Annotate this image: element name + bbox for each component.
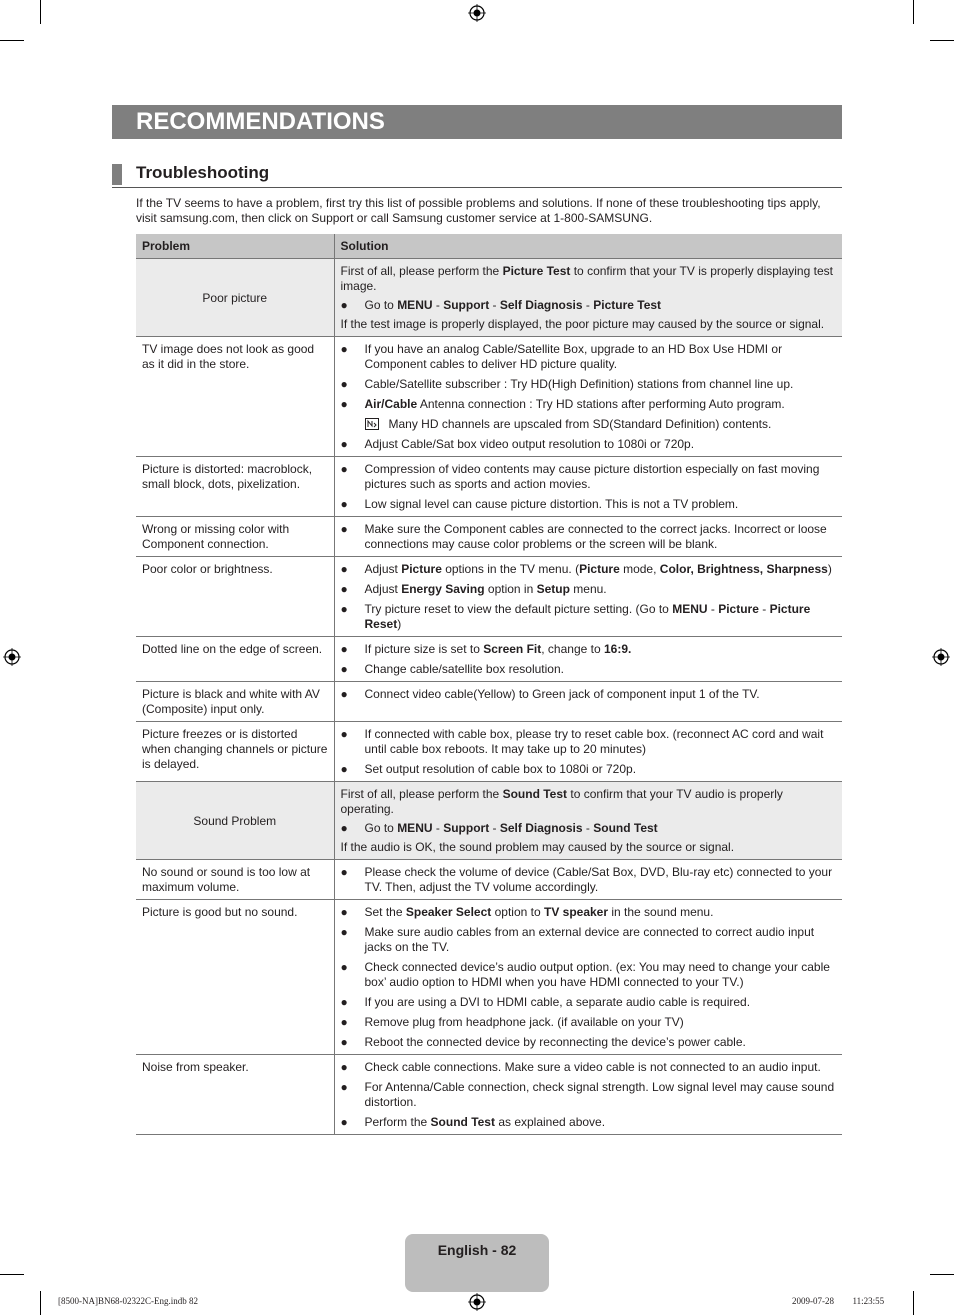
- bold-text: Speaker Select: [405, 905, 492, 919]
- bold-text: Self Diagnosis: [499, 821, 583, 835]
- solution-cell: [334, 722, 842, 782]
- list-item: [341, 821, 837, 836]
- problem-cell: Picture is good but no sound.: [136, 900, 334, 1055]
- text-run: Adjust Cable/Sat box video output resolution to 1080i or 720p.: [364, 437, 695, 451]
- bullet-icon: ●: [340, 562, 348, 576]
- text-run: Go to: [364, 298, 398, 312]
- bullet-icon: ●: [340, 437, 348, 451]
- print-slug-file: [8500-NA]BN68-02322C-Eng.indb 82: [58, 1296, 198, 1306]
- bold-text: Air/Cable: [364, 397, 418, 411]
- list-item: [341, 417, 837, 432]
- bold-text: Energy Saving: [401, 582, 485, 596]
- section-heading: [112, 162, 842, 188]
- list-item: [341, 662, 837, 677]
- text-run: Change cable/satellite box resolution.: [364, 662, 564, 676]
- bullet-icon: ●: [340, 522, 348, 536]
- text-run: in the sound menu.: [608, 905, 714, 919]
- bullet-icon: ●: [340, 925, 348, 939]
- text-run: Perform the: [364, 1115, 431, 1129]
- bold-text: Sound Test: [502, 787, 568, 801]
- bullet-list: [341, 342, 837, 452]
- problem-cell: No sound or sound is too low at maximum volume.: [136, 860, 334, 900]
- bullet-icon: ●: [340, 602, 348, 616]
- list-item: [341, 727, 837, 757]
- section-title: Troubleshooting: [136, 163, 270, 182]
- bullet-list: [341, 462, 837, 512]
- text-run: If the test image is properly displayed, the poor picture may caused by the source or signal.: [340, 317, 825, 331]
- crop-mark: [40, 0, 41, 24]
- crop-mark: [913, 0, 914, 24]
- problem-cell: Picture is distorted: macroblock, small block, dots, pixelization.: [136, 457, 334, 517]
- list-item: [341, 1035, 837, 1050]
- solution-cell: [334, 557, 842, 637]
- problem-cell: Poor color or brightness.: [136, 557, 334, 637]
- solution-cell: [334, 1055, 842, 1135]
- bullet-icon: ●: [340, 960, 348, 974]
- bullet-icon: ●: [340, 1035, 348, 1049]
- text-run: ): [827, 562, 832, 576]
- text-run: Adjust: [364, 582, 402, 596]
- text-run: Cable/Satellite subscriber : Try HD(High Definition) stations from channel line up.: [364, 377, 794, 391]
- crop-mark: [0, 1274, 24, 1275]
- bold-text: Sound Test: [593, 821, 658, 835]
- table-row: [136, 722, 842, 782]
- solution-paragraph: [341, 264, 837, 294]
- crop-mark: [913, 1291, 914, 1315]
- column-header-solution: Solution: [334, 234, 842, 259]
- bold-text: MENU: [397, 298, 433, 312]
- solution-cell: [334, 259, 842, 337]
- list-item: [341, 377, 837, 392]
- solution-cell: [334, 637, 842, 682]
- problem-cell: Dotted line on the edge of screen.: [136, 637, 334, 682]
- bullet-icon: ●: [340, 687, 348, 701]
- bullet-icon: ●: [340, 905, 348, 919]
- text-run: option in: [484, 582, 537, 596]
- troubleshooting-table: [136, 234, 842, 1135]
- solution-cell: [334, 517, 842, 557]
- text-run: Reboot the connected device by reconnecting the device’s power cable.: [364, 1035, 746, 1049]
- problem-cell: Sound Problem: [136, 782, 334, 860]
- bold-text: 16:9.: [603, 642, 632, 656]
- bold-text: Color, Brightness, Sharpness: [659, 562, 828, 576]
- list-item: [341, 497, 837, 512]
- text-run: First of all, please perform the: [340, 787, 503, 801]
- text-run: Check connected device’s audio output option. (ex: You may need to change your cable box’ audio option to HDMI when you have HDMI connected to your TV.): [364, 960, 830, 989]
- table-row: [136, 557, 842, 637]
- problem-cell: Picture is black and white with AV (Composite) input only.: [136, 682, 334, 722]
- text-run: mode,: [619, 562, 660, 576]
- text-run: -: [432, 821, 444, 835]
- table-row: [136, 682, 842, 722]
- bullet-list: [341, 865, 837, 895]
- table-row: [136, 637, 842, 682]
- list-item: [341, 762, 837, 777]
- registration-mark-icon: [468, 4, 486, 22]
- bullet-icon: ●: [340, 1015, 348, 1029]
- list-item: [341, 925, 837, 955]
- bullet-icon: ●: [340, 662, 348, 676]
- table-row: [136, 517, 842, 557]
- list-item: [341, 905, 837, 920]
- bullet-icon: ●: [340, 762, 348, 776]
- text-run: If the audio is OK, the sound problem may caused by the source or signal.: [340, 840, 735, 854]
- bold-text: Self Diagnosis: [499, 298, 583, 312]
- bold-text: Sound Test: [430, 1115, 495, 1129]
- bold-text: Picture Reset: [364, 602, 811, 631]
- table-row: [136, 457, 842, 517]
- text-run: -: [758, 602, 770, 616]
- bold-text: Screen Fit: [483, 642, 542, 656]
- crop-mark: [930, 40, 954, 41]
- text-run: -: [432, 298, 444, 312]
- bold-text: MENU: [397, 821, 433, 835]
- text-run: Remove plug from headphone jack. (if available on your TV): [364, 1015, 684, 1029]
- text-run: First of all, please perform the: [340, 264, 503, 278]
- text-run: to confirm that your TV audio is properly operating.: [340, 787, 783, 816]
- problem-cell: Noise from speaker.: [136, 1055, 334, 1135]
- text-run: to confirm that your TV is properly displaying test image.: [340, 264, 833, 293]
- bullet-list: [341, 905, 837, 1050]
- bullet-icon: ●: [340, 582, 348, 596]
- problem-cell: TV image does not look as good as it did in the store.: [136, 337, 334, 457]
- bullet-icon: ●: [340, 727, 348, 741]
- bullet-icon: ●: [340, 397, 348, 411]
- solution-cell: [334, 337, 842, 457]
- text-run: Set the: [364, 905, 406, 919]
- list-item: [341, 1015, 837, 1030]
- bullet-icon: ●: [340, 1060, 348, 1074]
- bold-text: TV speaker: [543, 905, 609, 919]
- text-run: If picture size is set to: [364, 642, 484, 656]
- bullet-list: [341, 1060, 837, 1130]
- bullet-icon: ●: [340, 995, 348, 1009]
- problem-cell: Picture freezes or is distorted when changing channels or picture is delayed.: [136, 722, 334, 782]
- table-row: [136, 860, 842, 900]
- bullet-icon: ●: [340, 865, 348, 879]
- list-item: [341, 522, 837, 552]
- text-run: Try picture reset to view the default picture setting. (Go to: [364, 602, 673, 616]
- bold-text: Picture: [401, 562, 442, 576]
- list-item: [341, 995, 837, 1010]
- crop-mark: [0, 40, 24, 41]
- list-item: [341, 437, 837, 452]
- list-item: [341, 602, 837, 632]
- text-run: For Antenna/Cable connection, check signal strength. Low signal level may cause sound distortion.: [364, 1080, 835, 1109]
- text-run: option to: [491, 905, 544, 919]
- table-row: [136, 337, 842, 457]
- bullet-list: [341, 562, 837, 632]
- bullet-icon: ●: [340, 821, 348, 835]
- list-item: [341, 1115, 837, 1130]
- text-run: Set output resolution of cable box to 1080i or 720p.: [364, 762, 637, 776]
- list-item: [341, 298, 837, 313]
- bold-text: Picture: [579, 562, 620, 576]
- bold-text: Support: [443, 298, 490, 312]
- text-run: Make sure audio cables from an external device are connected to correct audio input jacks on the TV.: [364, 925, 815, 954]
- text-run: Compression of video contents may cause picture distortion especially on fast moving pictures such as sports and action movies.: [364, 462, 820, 491]
- bold-text: Picture Test: [593, 298, 662, 312]
- table-row: [136, 782, 842, 860]
- page-title: RECOMMENDATIONS: [112, 105, 842, 139]
- bold-text: Picture: [718, 602, 759, 616]
- solution-paragraph: [341, 787, 837, 817]
- text-run: as explained above.: [494, 1115, 606, 1129]
- text-run: -: [582, 298, 594, 312]
- bullet-icon: ●: [340, 1115, 348, 1129]
- bullet-icon: ●: [340, 1080, 348, 1094]
- bold-text: Support: [443, 821, 490, 835]
- registration-mark-icon: [468, 1293, 486, 1311]
- page-number: English - 82: [437, 1242, 517, 1258]
- table-row: [136, 1055, 842, 1135]
- list-item: [341, 582, 837, 597]
- text-run: , change to: [541, 642, 604, 656]
- text-run: Many HD channels are upscaled from SD(Standard Definition) contents.: [388, 417, 772, 431]
- problem-cell: Poor picture: [136, 259, 334, 337]
- column-header-problem: Problem: [136, 234, 334, 259]
- text-run: If connected with cable box, please try to reset cable box. (reconnect AC cord and wait until cable box reboots. It may take up to 20 minutes): [364, 727, 824, 756]
- crop-mark: [40, 1291, 41, 1315]
- bullet-list: [341, 298, 837, 313]
- text-run: Low signal level can cause picture distortion. This is not a TV problem.: [364, 497, 739, 511]
- list-item: [341, 397, 837, 412]
- table-row: [136, 900, 842, 1055]
- solution-cell: [334, 682, 842, 722]
- registration-mark-icon: [932, 648, 950, 666]
- list-item: [341, 642, 837, 657]
- print-slug-date: 2009-07-28 ￿￿ 11:23:55: [792, 1296, 885, 1306]
- table-row: [136, 259, 842, 337]
- solution-paragraph: [341, 317, 837, 332]
- bullet-icon: ●: [340, 497, 348, 511]
- bullet-list: [341, 687, 837, 702]
- text-run: Connect video cable(Yellow) to Green jack of component input 1 of the TV.: [364, 687, 760, 701]
- solution-paragraph: [341, 840, 837, 855]
- solution-cell: [334, 860, 842, 900]
- solution-cell: [334, 900, 842, 1055]
- text-run: Antenna connection : Try HD stations after performing Auto program.: [417, 397, 785, 411]
- solution-cell: [334, 457, 842, 517]
- intro-paragraph: If the TV seems to have a problem, first try this list of possible problems and solutions. If none of these troubleshooting tips apply, visit samsung.com, then click on Support or call Samsung customer service at 1-800-SAMSUNG.: [136, 196, 821, 225]
- bold-text: Setup: [536, 582, 570, 596]
- solution-cell: [334, 782, 842, 860]
- bullet-icon: ●: [340, 342, 348, 356]
- bold-text: MENU: [672, 602, 708, 616]
- bold-text: Picture Test: [502, 264, 571, 278]
- bullet-icon: ●: [340, 377, 348, 391]
- list-item: [341, 865, 837, 895]
- text-run: Go to: [364, 821, 398, 835]
- text-run: -: [489, 298, 500, 312]
- text-run: -: [582, 821, 594, 835]
- text-run: Make sure the Component cables are connected to the correct jacks. Incorrect or loose connections may cause color problems or the screen will be blank.: [364, 522, 827, 551]
- text-run: If you are using a DVI to HDMI cable, a separate audio cable is required.: [364, 995, 751, 1009]
- bullet-icon: ●: [340, 642, 348, 656]
- text-run: -: [707, 602, 719, 616]
- bullet-list: [341, 522, 837, 552]
- text-run: Adjust: [364, 562, 402, 576]
- bullet-list: [341, 642, 837, 677]
- list-item: [341, 1080, 837, 1110]
- list-item: [341, 960, 837, 990]
- registration-mark-icon: [3, 648, 21, 666]
- bullet-list: [341, 821, 837, 836]
- list-item: [341, 687, 837, 702]
- bullet-icon: ●: [340, 462, 348, 476]
- list-item: [341, 342, 837, 372]
- text-run: menu.: [569, 582, 607, 596]
- table-header-row: [136, 234, 842, 259]
- crop-mark: [930, 1274, 954, 1275]
- page-number-tab: [405, 1234, 549, 1292]
- list-item: [341, 562, 837, 577]
- text-run: Please check the volume of device (Cable/Sat Box, DVD, Blu-ray etc) connected to your TV. Then, adjust the TV volume accordingly.: [364, 865, 833, 894]
- text-run: ): [397, 617, 402, 631]
- section-marker: [112, 164, 122, 185]
- problem-cell: Wrong or missing color with Component connection.: [136, 517, 334, 557]
- text-run: Check cable connections. Make sure a video cable is not connected to an audio input.: [364, 1060, 821, 1074]
- text-run: options in the TV menu. (: [441, 562, 580, 576]
- note-icon: [365, 418, 379, 430]
- text-run: -: [489, 821, 500, 835]
- bullet-icon: ●: [340, 298, 348, 312]
- bullet-list: [341, 727, 837, 777]
- text-run: If you have an analog Cable/Satellite Box, upgrade to an HD Box Use HDMI or Component cables to deliver HD picture quality.: [364, 342, 783, 371]
- list-item: [341, 1060, 837, 1075]
- list-item: [341, 462, 837, 492]
